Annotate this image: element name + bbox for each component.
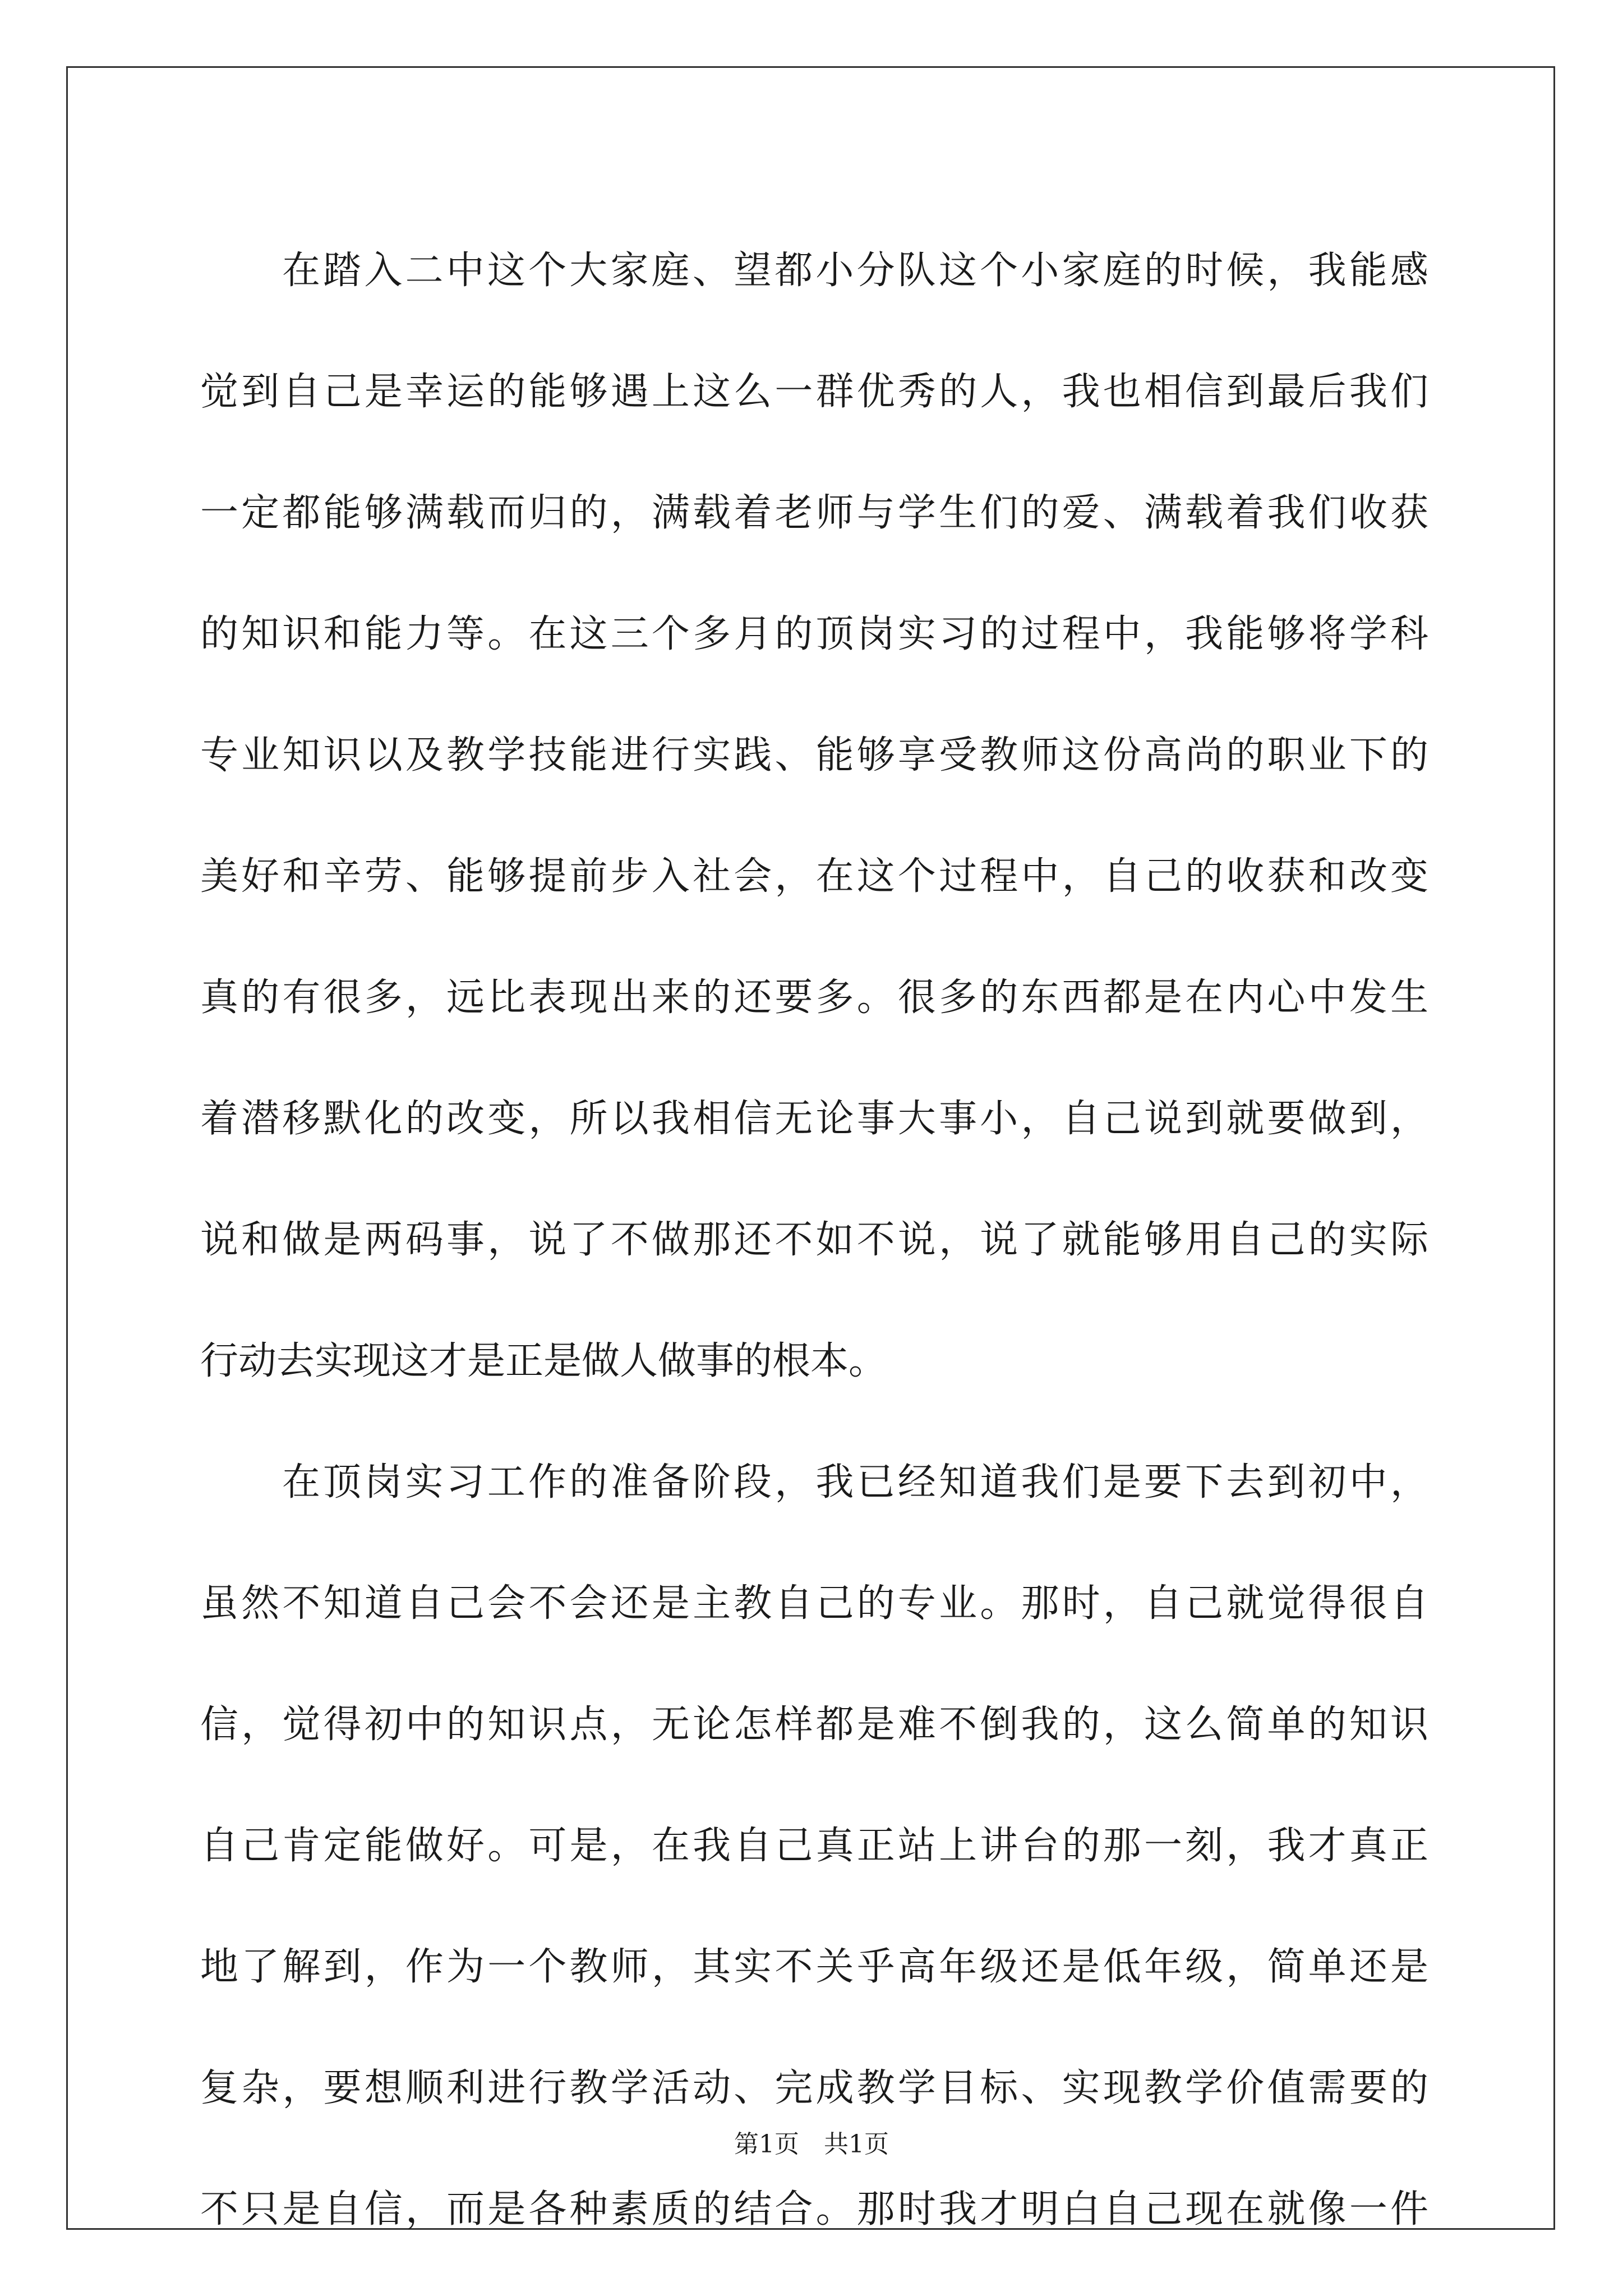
- paragraph-2-line-5: 地了解到，作为一个教师，其实不关乎高年级还是低年级，简单还是: [200, 1945, 1428, 1989]
- paragraph-2-line-2: 虽然不知道自己会不会还是主教自己的专业。那时，自己就觉得很自: [200, 1581, 1428, 1626]
- paragraph-1-line-5: 专业知识以及教学技能进行实践、能够享受教师这份高尚的职业下的: [200, 733, 1428, 777]
- document-body: [200, 210, 1428, 2270]
- paragraph-2-line-1: 在顶岗实习工作的准备阶段，我已经知道我们是要下去到初中，: [282, 1460, 1428, 1504]
- paragraph-1-line-10: 行动去实现这才是正是做人做事的根本。: [200, 1339, 887, 1383]
- paragraph-1-line-3: 一定都能够满载而归的，满载着老师与学生们的爱、满载着我们收获: [200, 491, 1428, 535]
- paragraph-2-line-7: 不只是自信，而是各种素质的结合。那时我才明白自己现在就像一件: [200, 2187, 1428, 2231]
- page-number-footer: 第1页 共1页: [734, 2130, 889, 2159]
- paragraph-2-line-4: 自己肯定能做好。可是，在我自己真正站上讲台的那一刻，我才真正: [200, 1824, 1428, 1868]
- paragraph-2-line-6: 复杂，要想顺利进行教学活动、完成教学目标、实现教学价值需要的: [200, 2066, 1428, 2110]
- paragraph-1-line-1: 在踏入二中这个大家庭、望都小分队这个小家庭的时候，我能感: [282, 249, 1428, 293]
- paragraph-2-line-3: 信，觉得初中的知识点，无论怎样都是难不倒我的，这么简单的知识: [200, 1703, 1428, 1747]
- paragraph-1-line-6: 美好和辛劳、能够提前步入社会，在这个过程中，自己的收获和改变: [200, 854, 1428, 899]
- paragraph-1-line-4: 的知识和能力等。在这三个多月的顶岗实习的过程中，我能够将学科: [200, 612, 1428, 656]
- paragraph-1-line-2: 觉到自己是幸运的能够遇上这么一群优秀的人，我也相信到最后我们: [200, 370, 1428, 414]
- paragraph-1-line-9: 说和做是两码事，说了不做那还不如不说，说了就能够用自己的实际: [200, 1218, 1428, 1262]
- paragraph-1-line-7: 真的有很多，远比表现出来的还要多。很多的东西都是在内心中发生: [200, 976, 1428, 1020]
- paragraph-1-line-8: 着潜移默化的改变，所以我相信无论事大事小，自己说到就要做到，: [200, 1097, 1428, 1141]
